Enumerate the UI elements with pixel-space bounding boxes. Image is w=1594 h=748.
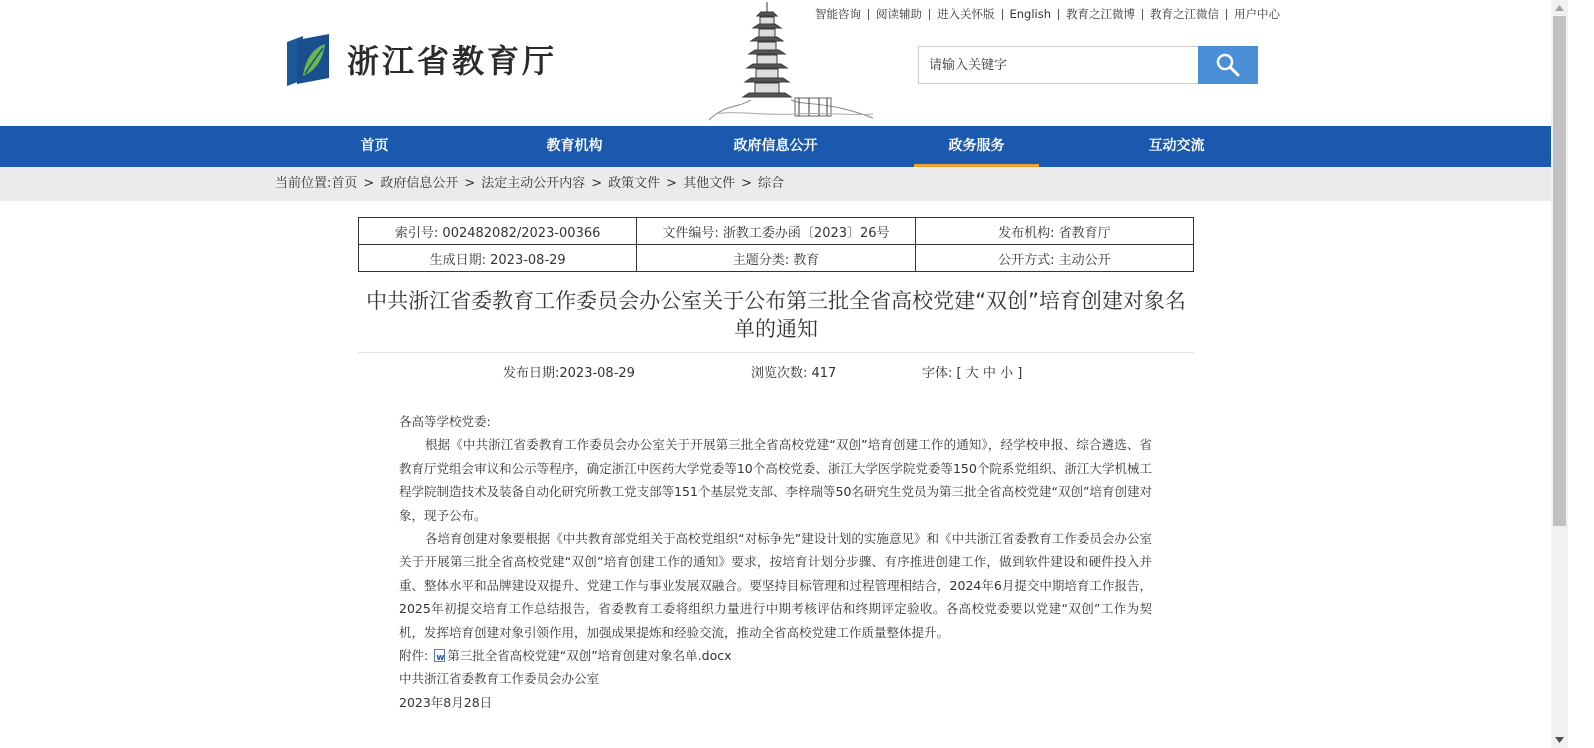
- nav-item-services[interactable]: 政务服务: [914, 126, 1039, 167]
- breadcrumb-separator: >: [591, 176, 603, 191]
- divider: [1002, 9, 1003, 20]
- table-row: [359, 245, 1194, 272]
- divider: [1142, 9, 1143, 20]
- document-meta-table: [358, 217, 1194, 272]
- font-size-large[interactable]: 大: [965, 366, 979, 381]
- font-size-label: 字体:: [922, 366, 953, 381]
- view-count-label: 浏览次数:: [751, 366, 812, 381]
- word-document-icon: [434, 649, 445, 662]
- font-size-bracket-open: [: [956, 366, 962, 381]
- breadcrumb-other-docs[interactable]: 其他文件: [683, 176, 736, 191]
- divider: [1226, 9, 1227, 20]
- view-count: [751, 362, 836, 381]
- divider: [868, 9, 869, 20]
- meta-disclosure: 公开方式: 主动公开: [915, 245, 1193, 272]
- article-title: 中共浙江省委教育工作委员会办公室关于公布第三批全省高校党建“双创”培育创建对象名单的通知: [366, 289, 1186, 341]
- breadcrumb-separator: >: [464, 176, 476, 191]
- site-logo[interactable]: [283, 32, 557, 86]
- top-link-care-mode[interactable]: 进入关怀版: [937, 7, 995, 21]
- font-size-small[interactable]: 小: [1000, 366, 1014, 381]
- scroll-up-icon[interactable]: [1551, 0, 1568, 16]
- search-input[interactable]: [918, 46, 1198, 84]
- breadcrumb-statutory[interactable]: 法定主动公开内容: [481, 176, 586, 191]
- meta-index-no: 索引号: 002482082/2023-00366: [359, 218, 637, 245]
- breadcrumb-policy-docs[interactable]: 政策文件: [608, 176, 661, 191]
- view-count-value: 417: [811, 366, 837, 381]
- breadcrumb-gov-info[interactable]: 政府信息公开: [380, 176, 459, 191]
- breadcrumb-separator: >: [363, 176, 375, 191]
- divider: [1058, 9, 1059, 20]
- meta-doc-no: 文件编号: 浙教工委办函〔2023〕26号: [637, 218, 915, 245]
- logo-emblem-icon: [283, 32, 333, 86]
- nav-item-institutions[interactable]: 教育机构: [546, 138, 603, 154]
- top-link-reading-aid[interactable]: 阅读辅助: [876, 7, 922, 21]
- top-link-wechat[interactable]: 教育之江微信: [1150, 7, 1220, 21]
- font-size-bracket-close: ]: [1017, 366, 1023, 381]
- attachment-label: 附件:: [399, 648, 429, 664]
- signature: 中共浙江省委教育工作委员会办公室: [399, 671, 600, 687]
- meta-created-date: 生成日期: 2023-08-29: [359, 245, 637, 272]
- attachment-line: [399, 644, 1152, 667]
- search-box: [918, 46, 1258, 84]
- page-scrollbar[interactable]: [1551, 0, 1568, 748]
- scrollbar-thumb[interactable]: [1553, 16, 1566, 526]
- body-paragraph: 各培育创建对象要根据《中共教育部党组关于高校党组织“对标争先”建设计划的实施意见》和《中共浙江省委教育工作委员会办公室关于开展第三批全省高校党建“双创”培育创建工作的通知》要求，按培育计划分步骤、有序推进创建工作，做到软件建设和硬件投入并重、整体水平和品牌建设双提升、党建工作与事业发展双融合。要坚持目标管理和过程管理相结合，2024年6月提交中期培育工作报告，2025年初提交培育工作总结报告，省委教育工委将组织力量进行中期考核评估和终期评定验收。各高校党委要以党建“双创”工作为契机，发挥培育创建对象引领作用，加强成果提炼和经验交流，推动全省高校党建工作质量整体提升。: [399, 531, 1152, 640]
- title-divider: [358, 352, 1194, 353]
- top-link-user-center[interactable]: 用户中心: [1234, 7, 1281, 21]
- nav-item-home[interactable]: 首页: [360, 138, 389, 154]
- font-size-medium[interactable]: 中: [982, 366, 996, 381]
- attachment-link[interactable]: 第三批全省高校党建“双创”培育创建对象名单.docx: [447, 648, 732, 664]
- breadcrumb-general[interactable]: 综合: [758, 176, 785, 191]
- site-header: [0, 0, 1551, 126]
- nav-item-interaction[interactable]: 互动交流: [1148, 138, 1205, 154]
- divider: [929, 9, 930, 20]
- meta-category: 主题分类: 教育: [637, 245, 915, 272]
- body-paragraph: 根据《中共浙江省委教育工作委员会办公室关于开展第三批全省高校党建“双创”培育创建工作的通知》，经学校申报、综合遴选、省教育厅党组会审议和公示等程序，确定浙江中医药大学党委等10个高校党委、浙江大学医学院党委等150个院系党组织、浙江大学机械工程学院制造技术及装备自动化研究所教工党支部等151个基层党支部、李梓瑞等50名研究生党员为第三批全省高校党建“双创”培育创建对象，现予公布。: [399, 437, 1152, 523]
- publish-date: 发布日期:2023-08-29: [503, 366, 635, 381]
- main-nav: [0, 126, 1551, 167]
- breadcrumb-separator: >: [666, 176, 678, 191]
- top-links: [815, 6, 1280, 22]
- breadcrumb: [275, 167, 784, 201]
- site-name: 浙江省教育厅: [347, 42, 558, 80]
- signature-date: 2023年8月28日: [399, 694, 493, 710]
- top-link-weibo[interactable]: 教育之江微博: [1066, 7, 1136, 21]
- breadcrumb-home[interactable]: 首页: [331, 176, 358, 191]
- table-row: [359, 218, 1194, 245]
- search-button[interactable]: [1198, 46, 1258, 84]
- meta-publisher: 发布机构: 省教育厅: [915, 218, 1193, 245]
- salutation: 各高等学校党委:: [399, 414, 491, 429]
- breadcrumb-separator: >: [741, 176, 752, 191]
- scroll-down-icon[interactable]: [1551, 732, 1568, 748]
- search-icon: [1215, 52, 1241, 78]
- top-link-smart-consult[interactable]: 智能咨询: [815, 7, 861, 21]
- breadcrumb-prefix: 当前位置:: [275, 176, 332, 191]
- nav-item-gov-info[interactable]: 政府信息公开: [733, 138, 818, 154]
- font-size-control: [922, 362, 1022, 381]
- breadcrumb-bar: [0, 167, 1551, 201]
- article-body: [399, 410, 1152, 714]
- top-link-english[interactable]: English: [1009, 7, 1052, 21]
